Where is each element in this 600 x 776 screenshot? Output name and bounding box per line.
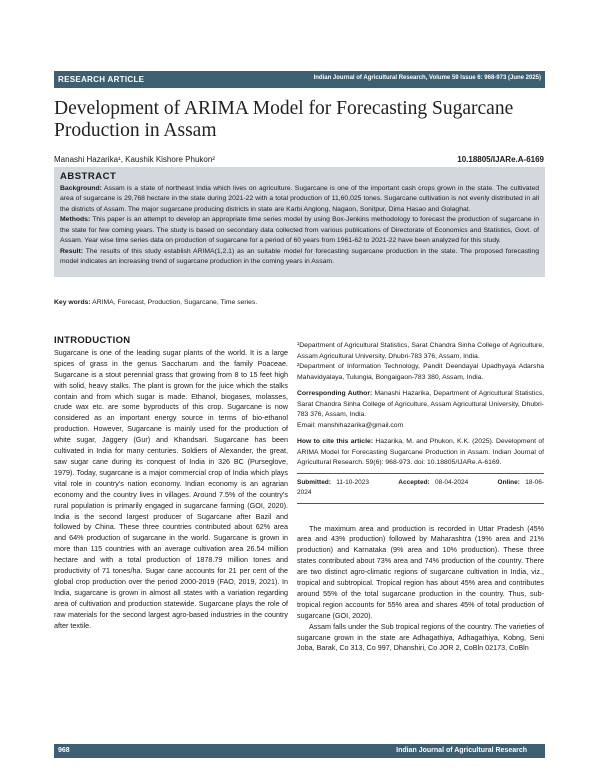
abstract-box	[54, 167, 545, 277]
paper-title: Development of ARIMA Model for Forecasting Sugarcane Production in Assam	[54, 98, 514, 141]
header-bar	[54, 71, 545, 88]
result-text: The results of this study establish ARIMA(1,2,1) as an suitable model for forecasting sugarcane production in the state. The proposed forecasting model indicates an increasing trend of sugarcane production in the coming years in Assam.	[60, 247, 539, 265]
result-label: Result:	[60, 247, 84, 255]
how-to-cite	[297, 437, 544, 469]
footer-bar	[54, 744, 545, 758]
keywords-label: Key words:	[54, 299, 91, 306]
article-type-tag: RESEARCH ARTICLE	[58, 75, 145, 84]
right-column	[297, 341, 544, 654]
doi[interactable]: 10.18805/IJARe.A-6169	[457, 155, 544, 164]
affiliation-2: ²Department of Information Technology, Pandit Deendayal Upadhyaya Adarsha Mahavidyalaya, Tulungia, Bongaigaon-783 380, Assam, India.	[297, 363, 544, 381]
introduction-column	[54, 336, 288, 631]
divider	[297, 503, 544, 504]
author-list: Manashi Hazarika¹, Kaushik Kishore Phukon²	[54, 155, 215, 164]
accepted-date: 08-04-2024	[435, 478, 469, 486]
abstract-result	[60, 247, 539, 268]
online-label: Online:	[497, 478, 520, 486]
corresponding-text: Manashi Hazarika, Department of Agricultural Statistics, Sarat Chandra Sinha College of Agriculture, Assam Agricultural University, Dhubri-783 376, Assam, India.	[297, 390, 544, 418]
introduction-heading: INTRODUCTION	[54, 335, 131, 346]
methods-text: This paper is an attempt to develop an appropriate time series model by using Box-Jenkins methodology to forecast the production of sugarcane in the state for few coming years. The study is based on secondary data collected from various publications of Directorate of Economics and Statistics, Govt. of Assam. Year wise time series data on production of sugarcane for a period of 60 years from 1961-62 to 2021-22 have been analyzed for this study.	[60, 216, 539, 244]
journal-citation: Indian Journal of Agricultural Research, Volume 59 Issue 6: 968-973 (June 2025)	[313, 75, 541, 81]
body-paragraph-1: The maximum area and production is recorded in Uttar Pradesh (45% area and 43% production) followed by Maharashtra (19% area and 21% production) and Karnataka (9% area and 10% production). These three states contributed about 73% area and 74% production of the country. There are two distinct agro-climatic regions of sugarcane cultivation in India, viz., tropical and subtropical. Tropical region has about 45% area and contributes around 55% of the total sugarcane production in the country. Thus, sub-tropical region accounts for 55% area and shares 45% of total production of sugarcane (GOI, 2020).	[297, 523, 544, 620]
submitted-date: 11-10-2023	[336, 478, 370, 486]
background-label: Background:	[60, 184, 102, 192]
keywords	[54, 299, 257, 306]
introduction-paragraph: Sugarcane is one of the leading sugar plants of the world. It is a large spices of grass in the genus Saccharum and the family Poaceae. Sugarcane is a stout perennial grass that growing from 8 to 15 feet high with solid, heavy stalks. The plant is grown for the juice which the stalks contain and from which sugar is made. Ethanol, biogases, molasses, crude wax etc. are some byproducts of this crop. Sugarcane is now considered as an important energy source in terms of bio-ethanol production. However, Sugarcane is mainly used for the production of white sugar, Jaggery (Gur) and Khandsari. Sugarcane has been cultivated in India for many centuries. Soldiers of Alexander, the great, saw sugar cane during its conquest of India in 326 BC (Purseglove, 1979). Today, sugarcane is a major commercial crop of India which plays vital role in country's nation economy. Indian economy is an agrarian economy and the country lives in villages. Around 7.5% of the country's rural population is primarily engaged in sugarcane farming (GOI, 2020). India is the second largest producer of Sugarcane after Bazil and followed by China. These three countries contributed about 62% area and 64% production of sugarcane in the world. Sugarcane is grown in more than 115 countries with an average cultivation area 26.54 million hectare and with a total production of 1878.79 million tones and productivity of 71 tones/ha. Sugar cane accounts for 21 per cent of the global crop production over the period 2000-2019 (FAO, 2019, 2021). In India, sugarcane is grown in almost all states with a variation regarding area of cultivation and production statewide. Sugarcane plays the role of raw materials for the second largest agro-based industries in the country after textile.	[54, 347, 288, 630]
email[interactable]: Email: manshihazarika@gmail.com	[297, 421, 404, 429]
corresponding-label: Corresponding Author:	[297, 390, 373, 397]
keywords-text: ARIMA, Forecast, Production, Sugarcane, Time series.	[92, 299, 258, 306]
body-paragraph-2: Assam falls under the Sub tropical regions of the country. The varieties of sugarcane grown in the state are Adhagathiya, Adhagathiya, Kobng, Seni Joba, Barak, Co 313, Co 997, Dhanshiri, Co JOR 2, CoBln 02173, CoBln	[297, 621, 544, 653]
affiliation-1: ¹Department of Agricultural Statistics, Sarat Chandra Sinha College of Agriculture, Assam Agricultural University, Dhubri-783 376, Assam, India.	[297, 342, 544, 360]
abstract-heading: ABSTRACT	[60, 171, 117, 182]
corresponding-author	[297, 389, 544, 421]
online-date: 18-06-2024	[297, 478, 545, 496]
abstract-background	[60, 184, 539, 216]
dates-row	[297, 478, 544, 499]
submitted-label: Submitted:	[297, 478, 331, 486]
background-text: Assam is a state of northeast India which lives on agriculture. Sugarcane is one of the important cash crops grown in the state. The cultivated area of sugarcane is 29,768 hectare in the state during 2021-22 with a total production of 11,60,025 tones. Sugarcane cultivation is not evenly distributed in all the districts of Assam. The major sugarcane producing districts in state are Karbi Anglong, Nagaon, Sonitpur, Dima Hasao and Golaghat.	[60, 184, 540, 213]
accepted-label: Accepted:	[398, 478, 430, 486]
methods-label: Methods:	[60, 216, 91, 223]
divider	[297, 473, 544, 474]
page-number: 968	[58, 747, 70, 754]
cite-label: How to cite this article:	[297, 438, 374, 445]
cite-text: Hazarika, M. and Phukon, K.K. (2025). Development of ARIMA Model for Forecasting Sugarcane Production in Assam. Indian Journal of Agricultural Research. 59(6): 968-973. doi: 10.18805/IJARe.A-6169.	[297, 438, 544, 466]
abstract-methods	[60, 215, 539, 247]
footer-journal: Indian Journal of Agricultural Research	[396, 747, 527, 754]
